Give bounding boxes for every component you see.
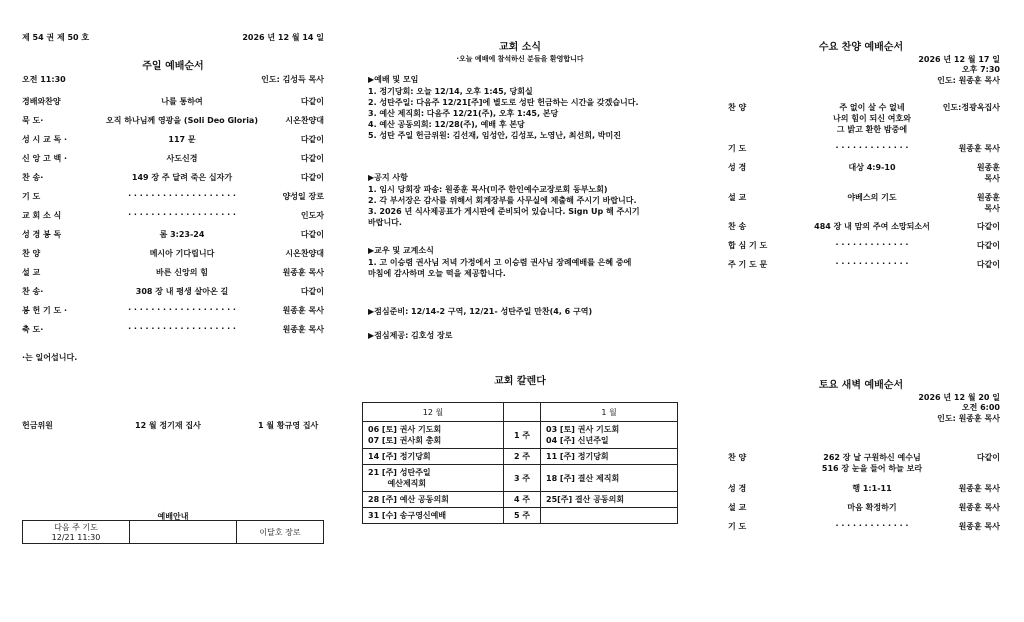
lunch-provider-line: ▶점심제공: 김호성 장로	[368, 331, 453, 340]
service-item: 성 경	[728, 484, 747, 493]
service-content: · · · · · · · · · · · · · · · · · · ·	[128, 305, 236, 314]
member-news-item: 마침에 감사하며 오늘 떡을 제공합니다.	[368, 269, 506, 278]
service-content: 바른 신앙의 힘	[156, 268, 208, 277]
calendar-week-cell: 1 주	[504, 422, 541, 449]
worship-meetings-item: 5. 성탄 주일 헌금위원: 김선재, 임성안, 김성포, 노영난, 최선희, 박미진	[368, 131, 621, 140]
saturday-service-leader: 인도: 원종훈 목사	[937, 414, 1000, 423]
service-person: 인도:정광옥집사	[942, 103, 1000, 112]
next-prayer-person: 이달호 장로	[237, 521, 324, 544]
worship-meetings-item: 1. 정기당회: 오늘 12/14, 오후 1:45, 당회실	[368, 87, 533, 96]
member-news-item: 1. 고 이승렴 권사님 저녁 가정에서 고 이승렴 권사님 장례예배를 은혜 중에	[368, 258, 632, 267]
service-person: 다같이	[300, 135, 324, 144]
service-item: 찬 양	[728, 453, 747, 462]
service-item: 찬 송	[728, 222, 747, 231]
service-order-row	[22, 115, 324, 127]
calendar-january-cell: 25[주] 결산 공동의회	[541, 492, 678, 508]
calendar-row	[363, 492, 678, 508]
service-content: · · · · · · · · · · · · · · · · · · ·	[128, 210, 236, 219]
service-content: 262 장 날 구원하신 예수님 516 장 눈을 들어 하늘 보라	[821, 453, 923, 473]
service-content: · · · · · · · · · · · · ·	[835, 240, 909, 249]
offering-committee-january: 1 월 황규영 집사	[258, 421, 319, 430]
service-order-row	[22, 96, 324, 108]
service-item: 성 경 봉 독	[22, 230, 62, 239]
service-person: 다같이	[976, 260, 1000, 269]
service-order-row	[22, 210, 324, 222]
service-order-row	[22, 267, 324, 279]
calendar-december-cell: 21 [주] 성탄주일 예산제직회	[363, 465, 504, 492]
service-order-row	[22, 248, 324, 260]
calendar-december-cell: 14 [주] 정기당회	[363, 449, 504, 465]
service-item: 찬 송·	[22, 287, 44, 296]
service-person: 시온찬양대	[285, 249, 324, 258]
service-guide-title: 예배안내	[157, 512, 189, 521]
notices-item: 3. 2026 년 식사제공표가 게시판에 준비되어 있습니다. Sign Up 해 주시기	[368, 207, 640, 216]
church-calendar-table	[362, 402, 678, 524]
service-item: 설 교	[728, 193, 747, 202]
service-item: 설 교	[22, 268, 41, 277]
wednesday-service-time: 오후 7:30	[961, 65, 1000, 74]
saturday-service-time: 오전 6:00	[961, 403, 1000, 412]
service-person: 다같이	[300, 154, 324, 163]
service-item: 교 회 소 식	[22, 211, 62, 220]
sunday-service-title: 주일 예배순서	[142, 61, 204, 72]
service-person: 다같이	[300, 97, 324, 106]
calendar-week-cell: 3 주	[504, 465, 541, 492]
service-item: 기 도	[22, 192, 41, 201]
service-item: 합 심 기 도	[728, 241, 768, 250]
calendar-week-cell: 5 주	[504, 508, 541, 524]
service-person: 인도자	[300, 211, 324, 220]
next-prayer-date: 12/21 11:30	[51, 533, 101, 542]
service-order-row	[22, 229, 324, 241]
service-person: 원종훈 목사	[282, 325, 324, 334]
service-item: 기 도	[728, 522, 747, 531]
worship-meetings-item: 4. 예산 공동의회: 12/28(주), 예배 후 본당	[368, 120, 525, 129]
worship-meetings-item: 2. 성탄주일: 다음주 12/21[주]에 별도로 성탄 헌금하는 시간을 갖겠습니다.	[368, 98, 639, 107]
worship-meetings-item: 3. 예산 제직회: 다음주 12/21(주), 오후 1:45, 본당	[368, 109, 559, 118]
service-content: 마음 확정하기	[847, 503, 897, 512]
service-item: 봉 헌 기 도 ·	[22, 306, 68, 315]
service-item: 경배와찬양	[22, 97, 61, 106]
offering-committee-label: 헌금위원	[22, 421, 53, 430]
calendar-head-january: 1 월	[541, 403, 678, 422]
service-content: · · · · · · · · · · · · ·	[835, 521, 909, 530]
service-content: 484 장 내 맘의 주여 소망되소서	[814, 222, 930, 231]
service-item: 찬 양	[728, 103, 747, 112]
service-item: 성 시 교 독 ·	[22, 135, 68, 144]
service-content: 메시아 기다립니다	[149, 249, 215, 258]
service-content: · · · · · · · · · · · · · · · · · · ·	[128, 324, 236, 333]
service-person: 원종훈 목사	[958, 484, 1000, 493]
service-person: 원종훈 목사	[282, 306, 324, 315]
service-order-row	[22, 153, 324, 165]
service-order-row	[22, 324, 324, 336]
service-person: 시온찬양대	[285, 116, 324, 125]
calendar-january-cell: 11 [주] 정기당회	[541, 449, 678, 465]
service-content: 117 문	[168, 135, 196, 144]
service-order-row	[22, 305, 324, 317]
saturday-service-date: 2026 년 12 월 20 일	[918, 393, 1000, 402]
service-person: 다같이	[976, 241, 1000, 250]
wednesday-service-title: 수요 찬양 예배순서	[818, 42, 904, 53]
volume-number: 제 54 권 제 50 호	[22, 33, 90, 42]
calendar-row	[363, 422, 678, 449]
calendar-december-cell: 06 [토] 권사 기도회 07 [토] 권사회 총회	[363, 422, 504, 449]
calendar-week-cell: 4 주	[504, 492, 541, 508]
service-person: 양성일 장로	[282, 192, 324, 201]
service-person: 원종훈 목사	[958, 503, 1000, 512]
saturday-service-title: 토요 새벽 예배순서	[818, 380, 904, 391]
service-content: 나를 통하여	[161, 97, 203, 106]
blank-cell	[130, 521, 237, 544]
service-content: · · · · · · · · · · · · ·	[835, 259, 909, 268]
offering-committee-december: 12 월 정기재 집사	[135, 421, 201, 430]
standing-note: ·는 일어섭니다.	[22, 353, 78, 362]
service-content: 사도신경	[166, 154, 198, 163]
calendar-december-cell: 31 [수] 송구영신예배	[363, 508, 504, 524]
calendar-row	[363, 465, 678, 492]
calendar-row	[363, 508, 678, 524]
service-content: 주 없이 살 수 없네 나의 힘이 되신 여호와 그 밝고 환한 밤중에	[833, 103, 911, 134]
service-content: 롬 3:23-24	[159, 230, 205, 239]
calendar-head-december: 12 월	[363, 403, 504, 422]
next-prayer-cell	[23, 521, 130, 544]
church-news-subtitle: ·오늘 예배에 참석하신 분들을 환영합니다	[456, 55, 584, 63]
service-person: 원종훈 목사	[976, 193, 1000, 213]
calendar-row	[363, 449, 678, 465]
service-person: 원종훈 목사	[958, 522, 1000, 531]
service-order-row	[22, 286, 324, 298]
notices-item: 1. 임시 당회장 파송: 원종훈 목사(미주 한인예수교장로회 동부노회)	[368, 185, 608, 194]
service-item: 축 도·	[22, 325, 44, 334]
sunday-service-leader: 인도: 김성득 목사	[261, 75, 324, 84]
service-person: 원종훈 목사	[282, 268, 324, 277]
service-person: 다같이	[976, 222, 1000, 231]
church-calendar-title: 교회 칼렌다	[494, 376, 546, 387]
service-content: 행 1:1-11	[852, 484, 892, 493]
notices-item: 2. 각 부서장은 감사를 위해서 회계장부를 사무실에 제출해 주시기 바랍니다.	[368, 196, 637, 205]
service-person: 원종훈 목사	[958, 144, 1000, 153]
service-content: · · · · · · · · · · · · ·	[835, 143, 909, 152]
service-order-row	[22, 172, 324, 184]
service-content: 308 장 내 평생 살아온 길	[135, 287, 229, 296]
service-person: 다같이	[976, 453, 1000, 462]
calendar-january-cell	[541, 508, 678, 524]
lunch-prep-line: ▶점심준비: 12/14-2 구역, 12/21- 성탄주일 만찬(4, 6 구역)	[368, 307, 593, 316]
service-item: 찬 양	[22, 249, 41, 258]
service-content: · · · · · · · · · · · · · · · · · · ·	[128, 191, 236, 200]
member-news-heading: ▶교우 및 교계소식	[368, 246, 434, 255]
worship-meetings-heading: ▶예배 및 모임	[368, 75, 419, 84]
service-person: 다같이	[300, 287, 324, 296]
service-person: 원종훈 목사	[976, 163, 1000, 183]
calendar-head-week	[504, 403, 541, 422]
calendar-january-cell: 18 [주] 결산 제직회	[541, 465, 678, 492]
service-item: 찬 송·	[22, 173, 44, 182]
service-person: 다같이	[300, 173, 324, 182]
wednesday-service-leader: 인도: 원종훈 목사	[937, 76, 1000, 85]
service-content: 야베스의 기도	[847, 193, 897, 202]
calendar-december-cell: 28 [주] 예산 공동의회	[363, 492, 504, 508]
sunday-service-time: 오전 11:30	[22, 75, 66, 84]
calendar-january-cell: 03 [토] 권사 기도회 04 [주] 신년주일	[541, 422, 678, 449]
bulletin-date: 2026 년 12 월 14 일	[242, 33, 324, 42]
notices-heading: ▶공지 사항	[368, 173, 408, 182]
notices-item: 바랍니다.	[368, 218, 402, 227]
service-order-row	[22, 134, 324, 146]
service-item: 주 기 도 문	[728, 260, 768, 269]
next-prayer-label: 다음 주 기도	[54, 523, 98, 532]
service-item: 성 경	[728, 163, 747, 172]
service-item: 묵 도·	[22, 116, 44, 125]
church-news-title: 교회 소식	[498, 42, 542, 53]
service-content: 대상 4:9-10	[848, 163, 896, 172]
service-content: 149 장 주 달려 죽은 십자가	[131, 173, 233, 182]
service-item: 신 앙 고 백 ·	[22, 154, 68, 163]
wednesday-service-date: 2026 년 12 월 17 일	[918, 55, 1000, 64]
service-item: 설 교	[728, 503, 747, 512]
calendar-week-cell: 2 주	[504, 449, 541, 465]
service-item: 기 도	[728, 144, 747, 153]
service-guide-table	[22, 520, 324, 544]
service-content: 오직 하나님께 영광을 (Soli Deo Gloria)	[106, 116, 258, 125]
service-person: 다같이	[300, 230, 324, 239]
service-order-row	[22, 191, 324, 203]
